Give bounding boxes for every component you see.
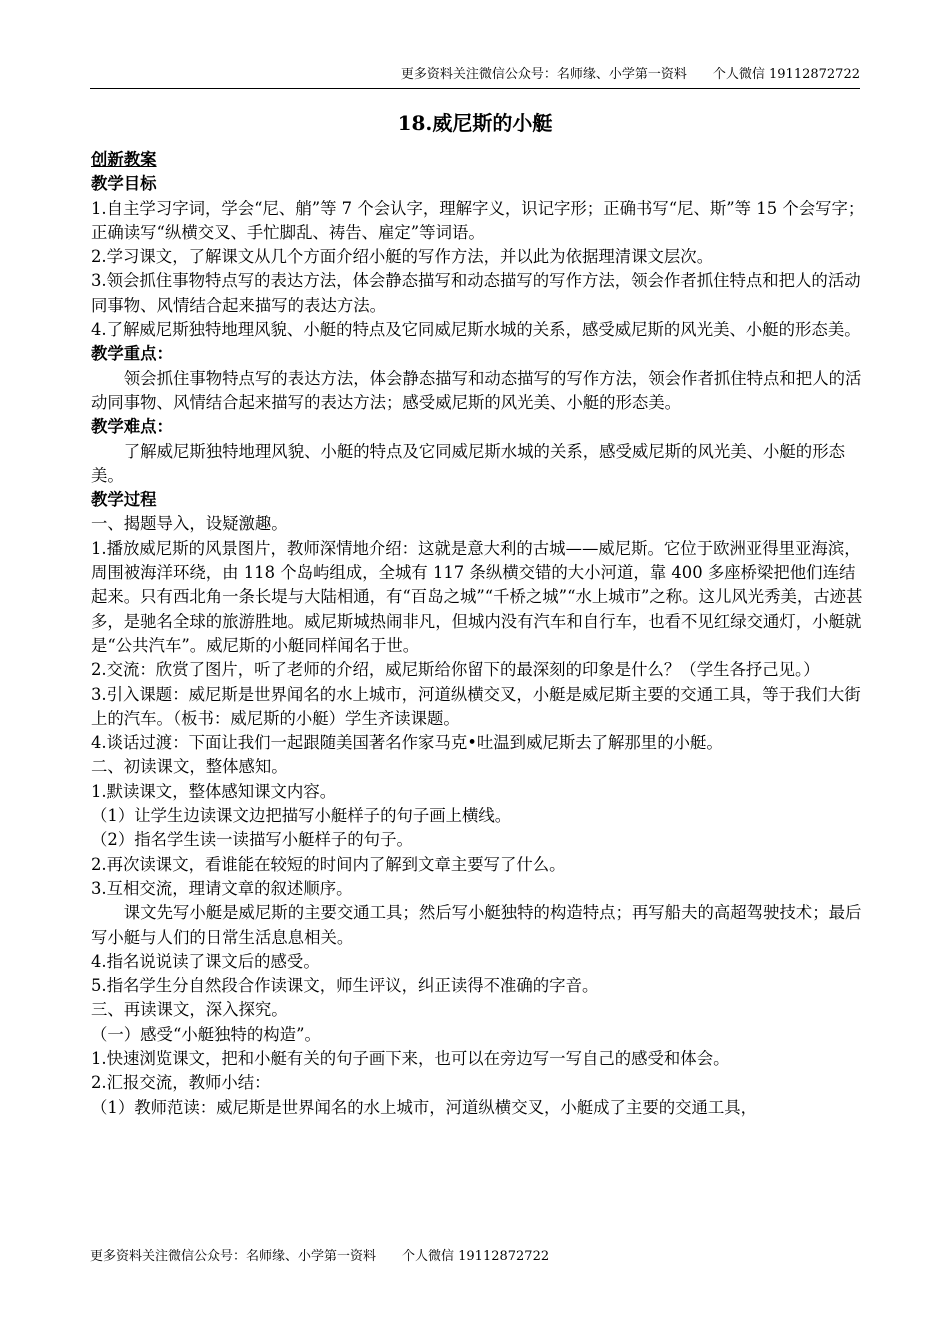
- key-points-heading: 教学重点：: [91, 344, 173, 364]
- goal-item: 4.了解威尼斯独特地理风貌、小艇的特点及它同威尼斯水城的关系，感受威尼斯的风光美、小艇的形态美。: [91, 320, 861, 340]
- process-paragraph: 二、初读课文，整体感知。: [91, 757, 288, 777]
- goal-item: 3.领会抓住事物特点写的表达方法，体会静态描写和动态描写的写作方法，领会作者抓住特点和把人的活动同事物、风情结合起来描写的表达方法。: [91, 271, 861, 315]
- process-paragraph: 4.指名说说读了课文后的感受。: [91, 951, 320, 971]
- document-title: 18.威尼斯的小艇: [397, 111, 553, 135]
- process-paragraph: 5.指名学生分自然段合作读课文，师生评议，纠正读得不准确的字音。: [91, 976, 599, 996]
- goal-item: 2.学习课文，了解课文从几个方面介绍小艇的写作方法，并以此为依据理清课文层次。: [91, 247, 714, 267]
- process-paragraph: 一、揭题导入，设疑激趣。: [91, 514, 288, 534]
- document-body: [91, 148, 865, 1120]
- header-divider: [90, 88, 860, 89]
- key-points-text: 领会抓住事物特点写的表达方法，体会静态描写和动态描写的写作方法，领会作者抓住特点和把人的活动同事物、风情结合起来描写的表达方法；感受威尼斯的风光美、小艇的形态美。: [91, 368, 862, 412]
- page-footer: 更多资料关注微信公众号：名师缘、小学第一资料 个人微信 19112872722: [90, 1249, 550, 1264]
- page-header: 更多资料关注微信公众号：名师缘、小学第一资料 个人微信 19112872722: [400, 67, 860, 82]
- goals-list: [91, 197, 865, 343]
- section-label: 创新教案: [91, 150, 157, 169]
- process-paragraph: 1.播放威尼斯的风景图片，教师深情地介绍：这就是意大利的古城——威尼斯。它位于欧洲亚得里亚海滨，周围被海洋环绕，由 118 个岛屿组成，全城有 117 条纵横交错的大小河道，靠 400 多座桥梁把他们连结起来。只有西北角一条长堤与大陆相通，有“百岛之城”“千桥之城”“水上城市”之称。这儿风光秀美，古迹甚多，是驰名全球的旅游胜地。威尼斯城热闹非凡，但城内没有汽车和自行车，也看不见红绿交通灯，小艇就是“公共汽车”。威尼斯的小艇同样闻名于世。: [91, 538, 863, 655]
- process-paragraph: 1.默读课文，整体感知课文内容。: [91, 781, 337, 801]
- difficulties-text: 了解威尼斯独特地理风貌、小艇的特点及它同威尼斯水城的关系，感受威尼斯的风光美、小艇的形态美。: [91, 441, 845, 485]
- goals-heading: 教学目标: [91, 174, 157, 194]
- process-paragraph: 4.谈话过渡：下面让我们一起跟随美国著名作家马克•吐温到威尼斯去了解那里的小艇。: [91, 733, 723, 753]
- difficulties-heading: 教学难点：: [91, 417, 173, 437]
- goal-item: 1.自主学习字词，学会“尼、艄”等 7 个会认字，理解字义，识记字形；正确书写“尼、斯”等 15 个会写字；正确读写“纵横交叉、手忙脚乱、祷告、雇定”等词语。: [91, 198, 865, 242]
- process-paragraph: 2.汇报交流，教师小结：: [91, 1073, 271, 1093]
- process-paragraph: 课文先写小艇是威尼斯的主要交通工具；然后写小艇独特的构造特点；再写船夫的高超驾驶技术；最后写小艇与人们的日常生活息息相关。: [91, 903, 862, 947]
- process-paragraph: （1）教师范读：威尼斯是世界闻名的水上城市，河道纵横交叉，小艇成了主要的交通工具，: [91, 1097, 758, 1117]
- process-paragraph: 三、再读课文，深入探究。: [91, 1000, 288, 1020]
- process-paragraph: 2.再次读课文，看谁能在较短的时间内了解到文章主要写了什么。: [91, 854, 566, 874]
- process-paragraph: 3.引入课题：威尼斯是世界闻名的水上城市，河道纵横交叉，小艇是威尼斯主要的交通工具，等于我们大街上的汽车。（板书：威尼斯的小艇）学生齐读课题。: [91, 684, 861, 728]
- process-paragraph: 2.交流：欣赏了图片，听了老师的介绍，威尼斯给你留下的最深刻的印象是什么？（学生各抒己见。）: [91, 660, 820, 680]
- process-list: [91, 512, 865, 1119]
- process-paragraph: 1.快速浏览课文，把和小艇有关的句子画下来，也可以在旁边写一写自己的感受和体会。: [91, 1048, 730, 1068]
- process-paragraph: 3.互相交流，理请文章的叙述顺序。: [91, 878, 353, 898]
- process-paragraph: （1）让学生边读课文边把描写小艇样子的句子画上横线。: [91, 806, 512, 826]
- process-paragraph: （2）指名学生读一读描写小艇样子的句子。: [91, 830, 413, 850]
- process-paragraph: （一）感受“小艇独特的构造”。: [91, 1024, 321, 1044]
- process-heading: 教学过程: [91, 490, 157, 510]
